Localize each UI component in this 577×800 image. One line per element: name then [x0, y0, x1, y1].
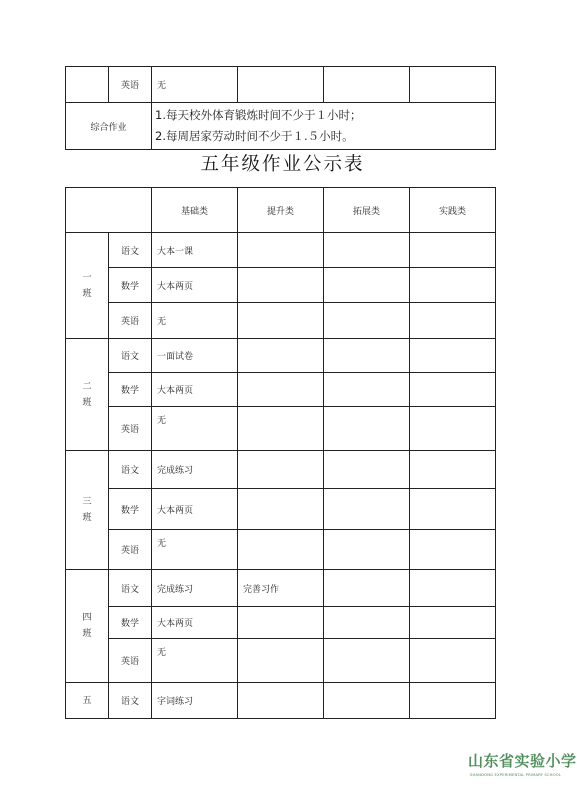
subject-cell: 语文 — [109, 451, 152, 489]
practice-homework-cell — [410, 268, 496, 303]
table-row — [66, 268, 496, 303]
improve-homework-cell — [238, 607, 324, 639]
header-practice: 实践类 — [410, 188, 496, 233]
empty-class-cell — [66, 67, 109, 103]
header-row — [66, 188, 496, 233]
class-label — [66, 683, 109, 719]
improve-homework-cell — [238, 268, 324, 303]
class-label-top: 四 — [82, 613, 92, 623]
class-label-bottom: 班 — [82, 629, 92, 639]
basic-homework-cell: 大本一课 — [152, 233, 238, 268]
extend-homework-cell — [324, 233, 410, 268]
basic-homework-cell: 无 — [152, 639, 238, 683]
improve-homework-cell — [238, 489, 324, 530]
practice-homework-cell — [410, 373, 496, 407]
practice-homework-cell — [410, 530, 496, 570]
subject-cell: 数学 — [109, 607, 152, 639]
school-logo-english: SHANDONG EXPERIMENTAL PRIMARY SCHOOL — [470, 772, 561, 777]
previous-page-table-fragment — [65, 66, 496, 150]
extend-homework-cell — [324, 303, 410, 339]
practice-homework-cell — [410, 233, 496, 268]
overall-note-item: 2.每周居家劳动时间不少于１.５小时。 — [155, 129, 354, 143]
extend-homework-cell — [324, 339, 410, 373]
table-row — [66, 570, 496, 607]
overall-note-item: 1.每天校外体育锻炼时间不少于１小时； — [155, 108, 362, 122]
subject-cell: 语文 — [109, 339, 152, 373]
practice-homework-cell — [410, 407, 496, 451]
basic-homework-cell: 字词练习 — [152, 683, 238, 719]
practice-homework-cell — [410, 570, 496, 607]
class-label — [66, 339, 109, 451]
subject-cell: 数学 — [109, 373, 152, 407]
header-basic: 基础类 — [152, 188, 238, 233]
class-label — [66, 233, 109, 339]
subject-cell: 数学 — [109, 268, 152, 303]
class-label-top: 二 — [82, 381, 92, 392]
improve-homework-cell — [238, 67, 324, 103]
class-label-bottom: 班 — [82, 397, 92, 408]
extend-homework-cell — [324, 530, 410, 570]
extend-homework-cell — [324, 570, 410, 607]
improve-homework-cell: 完善习作 — [238, 570, 324, 607]
extend-homework-cell — [324, 268, 410, 303]
practice-homework-cell — [410, 339, 496, 373]
subject-cell: 英语 — [109, 67, 152, 103]
overall-homework-notes — [152, 103, 496, 150]
improve-homework-cell — [238, 639, 324, 683]
extend-homework-cell — [324, 407, 410, 451]
table-row — [66, 683, 496, 719]
overall-homework-label: 综合作业 — [66, 103, 152, 150]
class-label-bottom: 班 — [82, 513, 92, 523]
table-row — [66, 639, 496, 683]
school-logo — [468, 750, 577, 777]
extend-homework-cell — [324, 683, 410, 719]
school-logo-chinese: 山东省实验小学 — [468, 752, 577, 770]
improve-homework-cell — [238, 683, 324, 719]
extend-homework-cell — [324, 639, 410, 683]
extend-homework-cell — [324, 373, 410, 407]
basic-homework-cell: 大本两页 — [152, 607, 238, 639]
header-empty-cell — [66, 188, 152, 233]
page-title: 五年级作业公示表 — [200, 154, 365, 175]
improve-homework-cell — [238, 407, 324, 451]
basic-homework-cell: 无 — [152, 303, 238, 339]
basic-homework-cell: 大本两页 — [152, 489, 238, 530]
table-row — [66, 339, 496, 373]
table-row — [66, 489, 496, 530]
basic-homework-cell: 完成练习 — [152, 570, 238, 607]
extend-homework-cell — [324, 67, 410, 103]
table-row — [66, 373, 496, 407]
subject-cell: 英语 — [109, 303, 152, 339]
practice-homework-cell — [410, 607, 496, 639]
class-label-top: 五 — [82, 695, 92, 706]
subject-cell: 英语 — [109, 530, 152, 570]
improve-homework-cell — [238, 233, 324, 268]
class-label — [66, 570, 109, 683]
table-row — [66, 303, 496, 339]
improve-homework-cell — [238, 530, 324, 570]
basic-homework-cell: 一面试卷 — [152, 339, 238, 373]
extend-homework-cell — [324, 607, 410, 639]
class-label — [66, 451, 109, 570]
subject-cell: 数学 — [109, 489, 152, 530]
subject-cell: 语文 — [109, 570, 152, 607]
subject-cell: 英语 — [109, 639, 152, 683]
practice-homework-cell — [410, 67, 496, 103]
practice-homework-cell — [410, 489, 496, 530]
improve-homework-cell — [238, 339, 324, 373]
extend-homework-cell — [324, 489, 410, 530]
table-row — [66, 451, 496, 489]
improve-homework-cell — [238, 451, 324, 489]
practice-homework-cell — [410, 451, 496, 489]
class-label-bottom: 班 — [82, 288, 92, 299]
table-row — [66, 607, 496, 639]
table-row — [66, 233, 496, 268]
improve-homework-cell — [238, 303, 324, 339]
extend-homework-cell — [324, 451, 410, 489]
subject-cell: 语文 — [109, 233, 152, 268]
subject-cell: 语文 — [109, 683, 152, 719]
basic-homework-cell: 无 — [152, 67, 238, 103]
basic-homework-cell: 完成练习 — [152, 451, 238, 489]
class-label-top: 三 — [82, 497, 92, 507]
basic-homework-cell: 无 — [152, 407, 238, 451]
header-extend: 拓展类 — [324, 188, 410, 233]
basic-homework-cell: 大本两页 — [152, 373, 238, 407]
basic-homework-cell: 无 — [152, 530, 238, 570]
practice-homework-cell — [410, 683, 496, 719]
basic-homework-cell: 大本两页 — [152, 268, 238, 303]
header-improve: 提升类 — [238, 188, 324, 233]
practice-homework-cell — [410, 303, 496, 339]
table-row — [66, 530, 496, 570]
improve-homework-cell — [238, 373, 324, 407]
table-row — [66, 407, 496, 451]
subject-cell: 英语 — [109, 407, 152, 451]
homework-table — [65, 187, 496, 719]
class-label-top: 一 — [82, 272, 92, 283]
practice-homework-cell — [410, 639, 496, 683]
